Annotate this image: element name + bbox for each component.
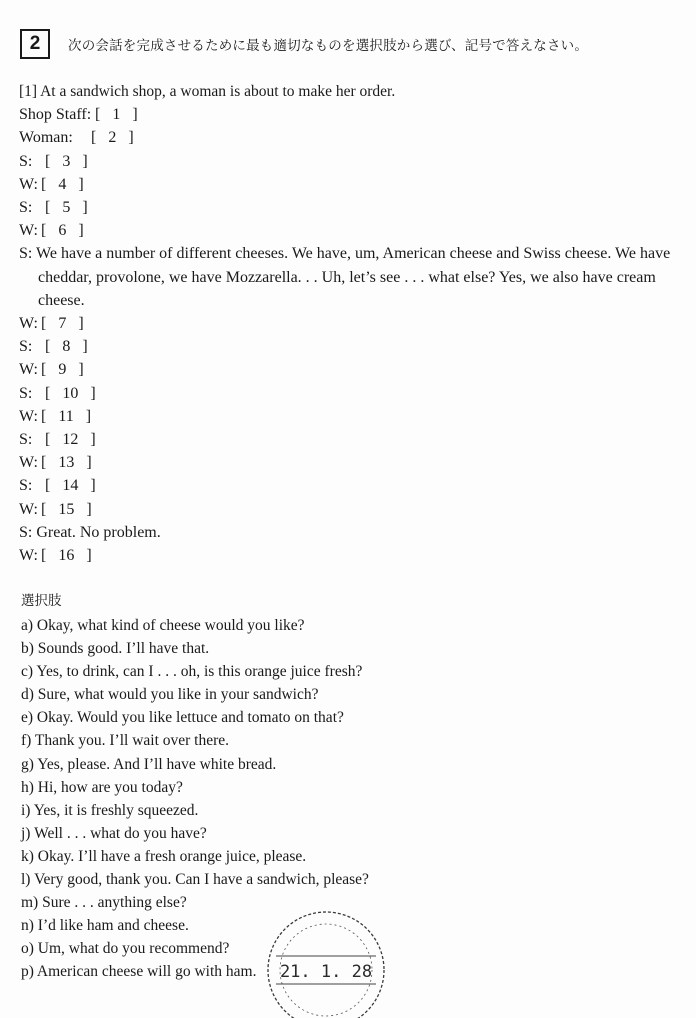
staff-cheese-line: S: We have a number of different cheeses. We have, um, American cheese and Swiss cheese. We have cheddar, provolone, we have Mozzarella. . . Uh, let’s see . . . what else? Yes, we also have cream cheese. <box>19 245 671 309</box>
answer-blank-12: [ 12 ] <box>45 431 96 449</box>
choice-f: f) Thank you. I’ll wait over there. <box>21 732 230 750</box>
choice-j: j) Well . . . what do you have? <box>21 824 207 842</box>
dialogue-line-3 <box>19 150 679 173</box>
answer-blank-7: [ 7 ] <box>41 315 84 333</box>
dialogue-line-9 <box>19 358 679 381</box>
choice-e: e) Okay. Would you like lettuce and tomato on that? <box>21 709 344 727</box>
speaker-label: W: <box>19 222 38 240</box>
answer-blank-9: [ 9 ] <box>41 361 84 379</box>
answer-blank-11: [ 11 ] <box>41 407 92 425</box>
choice-g: g) Yes, please. And I’ll have white bread. <box>21 755 277 773</box>
speaker-label: W: <box>19 500 38 518</box>
stamp-date: 21. 1. 28 <box>279 962 373 982</box>
dialogue-line-1 <box>19 103 679 126</box>
dialogue-line-10 <box>19 382 679 405</box>
question-number-box: 2 <box>20 29 50 59</box>
speaker-label: W: <box>19 407 38 425</box>
speaker-label: S: <box>19 384 33 402</box>
choice-l: l) Very good, thank you. Can I have a sandwich, please? <box>21 871 369 889</box>
choice-b: b) Sounds good. I’ll have that. <box>21 640 210 658</box>
speaker-label: W: <box>19 547 38 565</box>
dialogue-line-12 <box>19 428 679 451</box>
answer-blank-15: [ 15 ] <box>41 500 92 518</box>
choice-i: i) Yes, it is freshly squeezed. <box>21 801 199 819</box>
answer-blank-4: [ 4 ] <box>41 175 84 193</box>
answer-blank-1: [ 1 ] <box>95 106 138 124</box>
dialogue <box>19 80 679 567</box>
speaker-label: W: <box>19 315 38 333</box>
question-header <box>20 26 588 62</box>
answer-blank-10: [ 10 ] <box>45 384 96 402</box>
choice-h: h) Hi, how are you today? <box>21 778 183 796</box>
choice-a: a) Okay, what kind of cheese would you like? <box>21 617 305 634</box>
speaker-label: S: <box>19 338 33 356</box>
dialogue-line-16 <box>19 544 679 567</box>
answer-blank-14: [ 14 ] <box>45 477 96 495</box>
choice-p: p) American cheese will go with ham. <box>21 963 257 981</box>
dialogue-line-14 <box>19 474 679 497</box>
choice-k: k) Okay. I’ll have a fresh orange juice, please. <box>21 847 307 865</box>
dialogue-line-4 <box>19 173 679 196</box>
dialogue-line-13 <box>19 451 679 474</box>
speaker-label: W: <box>19 361 38 379</box>
choice-c: c) Yes, to drink, can I . . . oh, is this orange juice fresh? <box>21 663 363 681</box>
answer-blank-8: [ 8 ] <box>45 338 88 356</box>
speaker-label: W: <box>19 454 38 472</box>
dialogue-line-2 <box>19 126 679 149</box>
answer-blank-3: [ 3 ] <box>45 152 88 170</box>
answer-blank-6: [ 6 ] <box>41 222 84 240</box>
speaker-label: Woman: <box>19 129 73 147</box>
speaker-label: S: <box>19 431 33 449</box>
dialogue-line-15 <box>19 498 679 521</box>
speaker-label: Shop Staff: <box>19 106 92 124</box>
speaker-label: W: <box>19 175 38 193</box>
choice-n: n) I’d like ham and cheese. <box>21 917 189 935</box>
dialogue-intro: [1] At a sandwich shop, a woman is about to make her order. <box>19 83 396 100</box>
instruction-text: 次の会話を完成させるために最も適切なものを選択肢から選び、記号で答えなさい。 <box>68 38 589 54</box>
dialogue-line-11 <box>19 405 679 428</box>
dialogue-line-6 <box>19 219 679 242</box>
choice-o: o) Um, what do you recommend? <box>21 940 230 958</box>
choice-m: m) Sure . . . anything else? <box>21 894 187 912</box>
dialogue-line-8 <box>19 335 679 358</box>
answer-blank-5: [ 5 ] <box>45 199 88 217</box>
answer-blank-16: [ 16 ] <box>41 547 92 565</box>
choice-d: d) Sure, what would you like in your sandwich? <box>21 686 319 704</box>
choices-title: 選択肢 <box>21 593 62 609</box>
answer-blank-13: [ 13 ] <box>41 454 92 472</box>
speaker-label: S: <box>19 477 33 495</box>
staff-great-line: S: Great. No problem. <box>19 523 161 541</box>
speaker-label: S: <box>19 199 33 217</box>
dialogue-line-5 <box>19 196 679 219</box>
speaker-label: S: <box>19 152 33 170</box>
answer-blank-2: [ 2 ] <box>91 129 134 147</box>
date-stamp <box>262 908 392 1018</box>
dialogue-line-7 <box>19 312 679 335</box>
